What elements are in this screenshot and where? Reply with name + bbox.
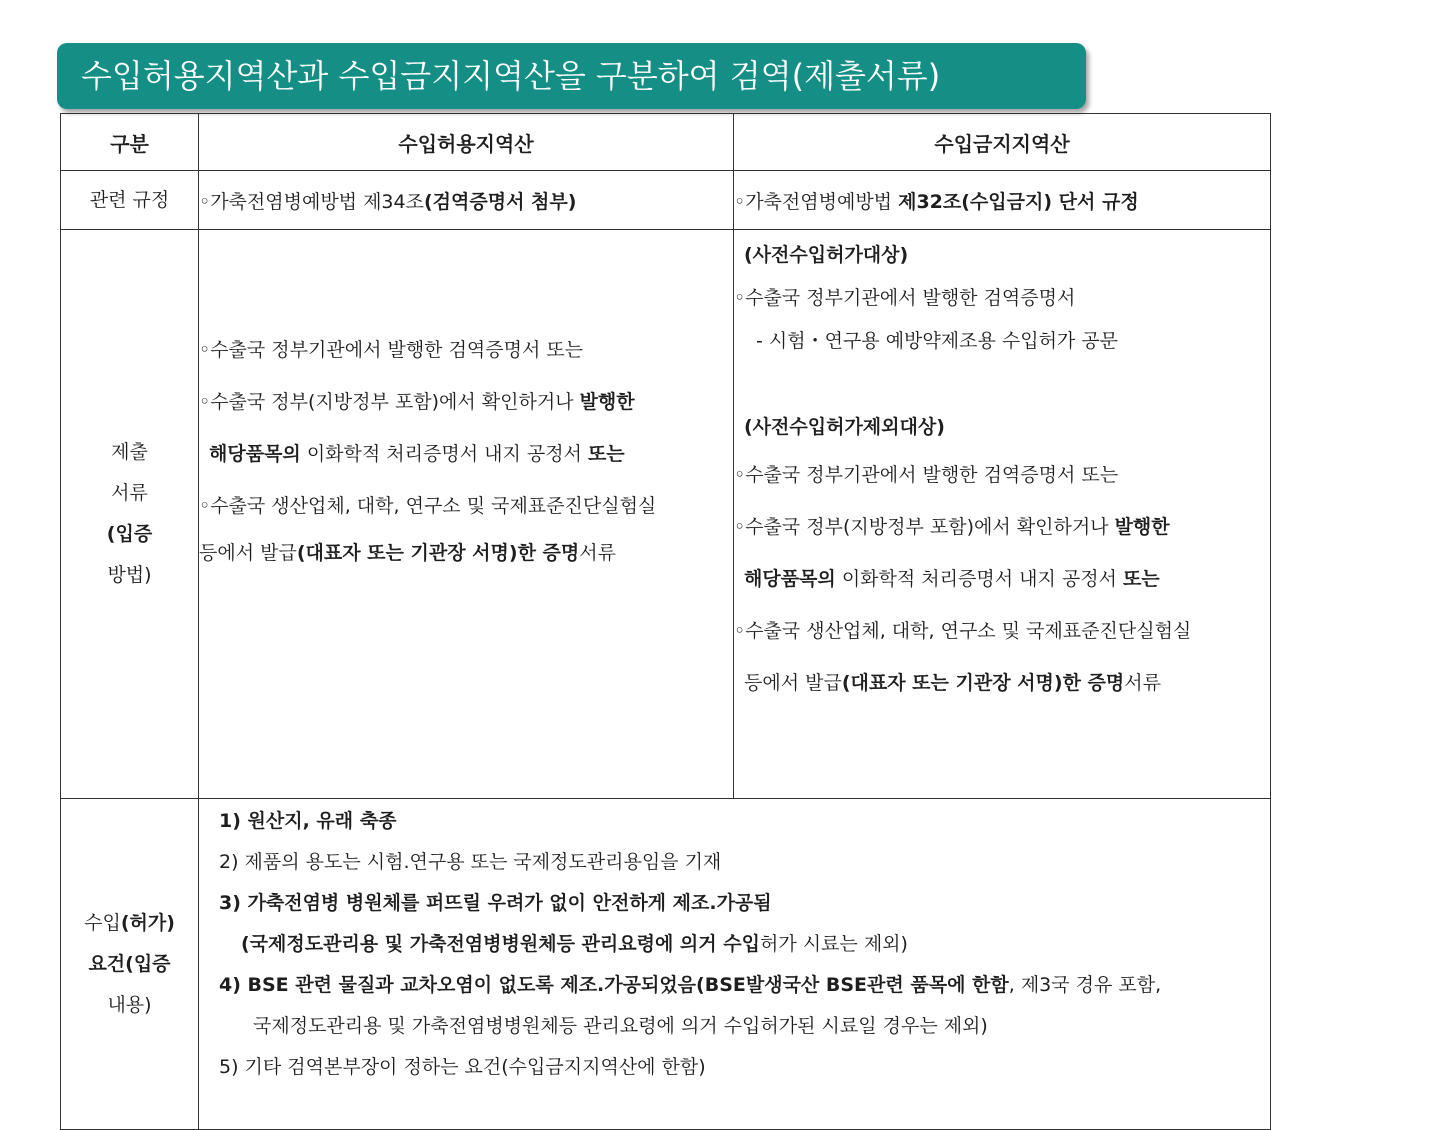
doc-allowed-line-4: ◦수출국 생산업체, 대학, 연구소 및 국제표준진단실험실	[199, 495, 657, 517]
requirements-label-1	[61, 903, 198, 944]
req-item-4	[219, 965, 1270, 1006]
doc-banned-heading-1: (사전수입허가대상)	[744, 244, 909, 266]
regulation-banned-text: ◦가축전염병예방법	[734, 190, 899, 213]
doc-allowed-line-2-bold: 발행한	[579, 391, 635, 413]
header-allowed-region: 수입허용지역산	[199, 114, 734, 171]
req-item-4-text: , 제3국 경유 포함,	[1008, 974, 1162, 996]
requirements-label-1b: (허가)	[120, 911, 175, 934]
doc-banned-a1: ◦수출국 정부기관에서 발행한 검역증명서	[734, 287, 1076, 309]
documents-banned	[734, 230, 1271, 799]
doc-allowed-line-5-bold: (대표자 또는 기관장 서명)한 증명	[296, 542, 580, 564]
doc-banned-b5-end: 서류	[1124, 672, 1161, 694]
documents-label	[61, 230, 199, 799]
header-category: 구분	[61, 114, 199, 171]
header-row	[61, 114, 1271, 171]
doc-allowed-line-3-text: 이화학적 처리증명서 내지 공정서	[300, 443, 588, 465]
regulation-label: 관련 규정	[61, 171, 199, 230]
page-title-banner	[57, 43, 1086, 109]
doc-allowed-line-5-end: 서류	[579, 542, 616, 564]
doc-allowed-line-5-text: 등에서 발급	[199, 542, 297, 564]
doc-allowed-line-2	[199, 376, 733, 428]
doc-banned-b3-bold: 해당품목의	[744, 568, 836, 590]
doc-banned-b2-text: ◦수출국 정부(지방정부 포함)에서 확인하거나	[734, 516, 1115, 538]
doc-banned-b1: ◦수출국 정부기관에서 발행한 검역증명서 또는	[734, 464, 1119, 486]
doc-allowed-line-3	[199, 428, 733, 480]
req-item-3-note-text: 허가 시료는 제외)	[759, 933, 908, 955]
doc-banned-b4: ◦수출국 생산업체, 대학, 연구소 및 국제표준진단실험실	[734, 620, 1192, 642]
req-item-4-note: 국제정도관리용 및 가축전염병병원체등 관리요령에 의거 수입허가된 시료일 경우는 제외)	[253, 1015, 988, 1037]
documents-row	[61, 230, 1271, 799]
requirements-label-2: 요건(입증	[88, 952, 171, 975]
documents-allowed	[199, 230, 734, 799]
req-item-5: 5) 기타 검역본부장이 정하는 요건(수입금지지역산에 한함)	[219, 1056, 706, 1078]
header-banned-region: 수입금지지역산	[734, 114, 1271, 171]
req-item-1: 1) 원산지, 유래 축종	[219, 810, 397, 832]
doc-banned-b5-text: 등에서 발급	[744, 672, 842, 694]
req-item-3: 3) 가축전염병 병원체를 퍼뜨릴 우려가 없이 안전하게 제조.가공됨	[219, 892, 772, 914]
req-item-2: 2) 제품의 용도는 시험.연구용 또는 국제정도관리용임을 기재	[219, 851, 722, 873]
regulation-allowed	[199, 171, 734, 230]
requirements-row	[61, 799, 1271, 1130]
doc-banned-b2-bold: 발행한	[1114, 516, 1170, 538]
doc-allowed-line-1: ◦수출국 정부기관에서 발행한 검역증명서 또는	[199, 339, 584, 361]
documents-label-2: 서류	[111, 482, 148, 504]
doc-allowed-line-5	[199, 532, 733, 574]
documents-label-1: 제출	[111, 441, 148, 463]
page-title: 수입허용지역산과 수입금지지역산을 구분하여 검역(제출서류)	[81, 57, 941, 95]
doc-banned-b3-end: 또는	[1122, 568, 1160, 590]
doc-banned-b3-text: 이화학적 처리증명서 내지 공정서	[835, 568, 1123, 590]
requirements-label	[61, 799, 199, 1130]
regulation-allowed-text: ◦가축전염병예방법 제34조	[199, 190, 424, 213]
req-item-3-note	[219, 924, 1270, 965]
doc-allowed-line-3-bold: 해당품목의	[209, 443, 301, 465]
doc-allowed-line-2-text: ◦수출국 정부(지방정부 포함)에서 확인하거나	[199, 391, 580, 413]
doc-banned-b2	[734, 501, 1270, 553]
documents-label-4: 방법)	[107, 564, 152, 586]
req-item-3-note-bold: (국제정도관리용 및 가축전염병병원체등 관리요령에 의거 수입	[241, 933, 760, 955]
requirements-content	[199, 799, 1271, 1130]
requirements-label-3: 내용)	[107, 993, 152, 1016]
regulation-allowed-bold: (검역증명서 첨부)	[423, 190, 577, 213]
requirements-label-1a: 수입	[84, 911, 121, 934]
req-item-4-bold: 4) BSE 관련 물질과 교차오염이 없도록 제조.가공되었음(BSE발생국산 BSE관련 품목에 한함	[219, 974, 1009, 996]
doc-banned-spacer	[734, 363, 1270, 406]
doc-banned-heading-2: (사전수입허가제외대상)	[744, 416, 945, 438]
document-table	[60, 113, 1271, 1130]
regulation-banned-bold: 제32조(수입금지) 단서 규정	[898, 190, 1139, 213]
documents-label-3: (입증	[106, 523, 153, 545]
regulation-row	[61, 171, 1271, 230]
regulation-banned	[734, 171, 1271, 230]
doc-allowed-line-3-end: 또는	[587, 443, 625, 465]
doc-banned-b5	[734, 657, 1270, 709]
doc-banned-b5-bold: (대표자 또는 기관장 서명)한 증명	[841, 672, 1125, 694]
doc-banned-a2: - 시험・연구용 예방약제조용 수입허가 공문	[756, 330, 1119, 352]
doc-banned-b3	[734, 553, 1270, 605]
